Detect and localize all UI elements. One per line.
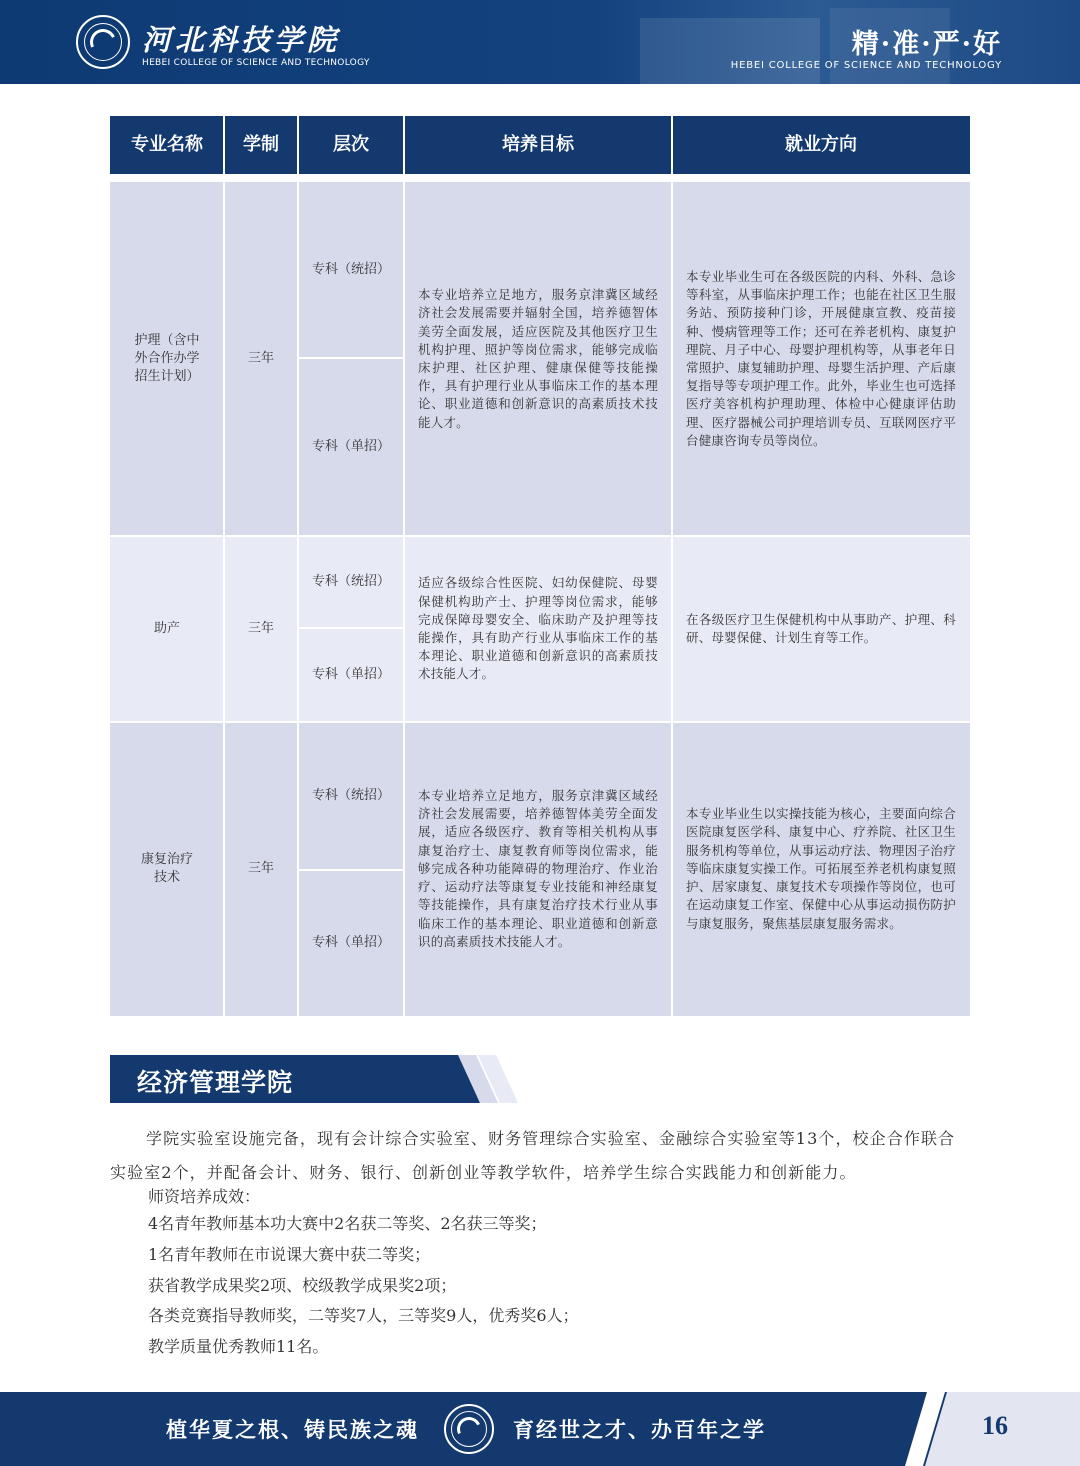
section-line: 获省教学成果奖2项、校级教学成果奖2项；: [148, 1276, 457, 1295]
table-cell-goal: 本专业培养立足地方，服务京津冀区域经济社会发展需要，培养德智体美劳全面发展，适应各级医疗、教育等相关机构从事康复治疗士、康复教育师等岗位需求，能够完成各种功能障碍的物理治疗、作业治疗、运动疗法等康复专业技能和神经康复等技能操作，具有康复治疗技术行业从事临床工作的基本理论、职业道德和创新意识的高素质技术技能人才。: [404, 722, 672, 1016]
section-line: 4名青年教师基本功大赛中2名获二等奖、2名获三等奖；: [148, 1214, 547, 1233]
page-number: 16: [982, 1411, 1008, 1440]
table-cell-level: 专科（统招）: [298, 722, 404, 870]
section-title: 经济管理学院: [137, 1068, 294, 1097]
table-cell-goal: 本专业培养立足地方，服务京津冀区域经济社会发展需要并辐射全国，培养德智体美劳全面发展，适应医院及其他医疗卫生机构护理、照护等岗位需求，能够完成临床护理、社区护理、健康保健等技能操作，具有护理行业从事临床工作的基本理论、职业道德和创新意识的高素质技术技能人才。: [404, 182, 672, 536]
column-header: 专业名称: [110, 116, 224, 174]
table-cell-level: 专科（单招）: [298, 358, 404, 536]
footer-slogan-right: 育经世之才、办百年之学: [513, 1417, 766, 1442]
table-cell-major: 护理（含中外合作办学招生计划）: [110, 182, 224, 536]
table-cell-major: 康复治疗技术: [110, 722, 224, 1016]
column-header: 学制: [224, 116, 298, 174]
column-header: 层次: [298, 116, 404, 174]
table-cell-duration: 三年: [224, 722, 298, 1016]
table-divider: [298, 357, 404, 359]
table-cell-career: 本专业毕业生可在各级医院的内科、外科、急诊等科室，从事临床护理工作；也能在社区卫生服务站、预防接种门诊，开展健康宣教、疫苗接种、慢病管理等工作；还可在养老机构、康复护理院、月子中心、母婴护理机构等，从事老年日常照护、康复辅助护理、母婴生活护理、产后康复指导等专项护理工作。此外，毕业生也可选择医疗美容机构护理助理、体检中心健康评估助理、医疗器械公司护理培训专员、互联网医疗平台健康咨询专员等岗位。: [672, 182, 970, 536]
section-line: 师资培养成效：: [148, 1187, 261, 1206]
column-header: 就业方向: [672, 116, 970, 174]
college-logo-icon: [444, 1404, 494, 1454]
table-divider: [223, 116, 225, 1016]
table-cell-career: 本专业毕业生以实操技能为核心，主要面向综合医院康复医学科、康复中心、疗养院、社区卫生服务机构等单位，从事运动疗法、物理因子治疗等临床康复实操工作。可拓展至养老机构康复照护、居家康复、康复技术专项操作等岗位，也可在运动康复工作室、保健中心从事运动损伤防护与康复服务，聚焦基层康复服务需求。: [672, 722, 970, 1016]
majors-table: [110, 116, 970, 1016]
table-divider: [297, 116, 299, 1016]
section-line: 1名青年教师在市说课大赛中获二等奖；: [148, 1245, 431, 1264]
table-divider: [298, 627, 404, 629]
table-divider: [110, 721, 970, 723]
table-cell-duration: 三年: [224, 182, 298, 536]
college-logo-icon: [76, 15, 130, 69]
table-cell-goal: 适应各级综合性医院、妇幼保健院、母婴保健机构助产士、护理等岗位需求，能够完成保障母婴安全、临床助产及护理等技能操作，具有助产行业从事临床工作的基本理论、职业道德和创新意识的高素质技术技能人才。: [404, 536, 672, 722]
page-header: [0, 0, 1080, 84]
table-cell-duration: 三年: [224, 536, 298, 722]
college-name: 河北科技学院: [142, 23, 341, 57]
table-cell-level: 专科（单招）: [298, 628, 404, 722]
column-header: 培养目标: [404, 116, 672, 174]
college-motto: 精·准·严·好: [851, 29, 1002, 60]
header-building-graphic: [640, 18, 820, 84]
page-footer: [0, 1392, 1080, 1466]
table-divider: [403, 116, 405, 1016]
section-line: 各类竞赛指导教师奖，二等奖7人，三等奖9人，优秀奖6人；: [148, 1306, 579, 1325]
table-divider: [110, 535, 970, 537]
college-motto-en: HEBEI COLLEGE OF SCIENCE AND TECHNOLOGY: [730, 60, 1002, 71]
college-name-en: HEBEI COLLEGE OF SCIENCE AND TECHNOLOGY: [142, 58, 370, 68]
table-divider: [671, 116, 673, 1016]
table-cell-level: 专科（统招）: [298, 182, 404, 358]
section-paragraph: 学院实验室设施完备，现有会计综合实验室、财务管理综合实验室、金融综合实验室等13个，校企合作联合实验室2个，并配备会计、财务、银行、创新创业等教学软件，培养学生综合实践能力和创新能力。: [110, 1129, 956, 1182]
table-cell-level: 专科（单招）: [298, 870, 404, 1016]
table-cell-level: 专科（统招）: [298, 536, 404, 628]
footer-slogan-left: 植华夏之根、铸民族之魂: [166, 1417, 419, 1442]
table-cell-major: 助产: [110, 536, 224, 722]
table-divider: [298, 869, 404, 871]
table-cell-career: 在各级医疗卫生保健机构中从事助产、护理、科研、母婴保健、计划生育等工作。: [672, 536, 970, 722]
section-line: 教学质量优秀教师11名。: [148, 1337, 329, 1356]
